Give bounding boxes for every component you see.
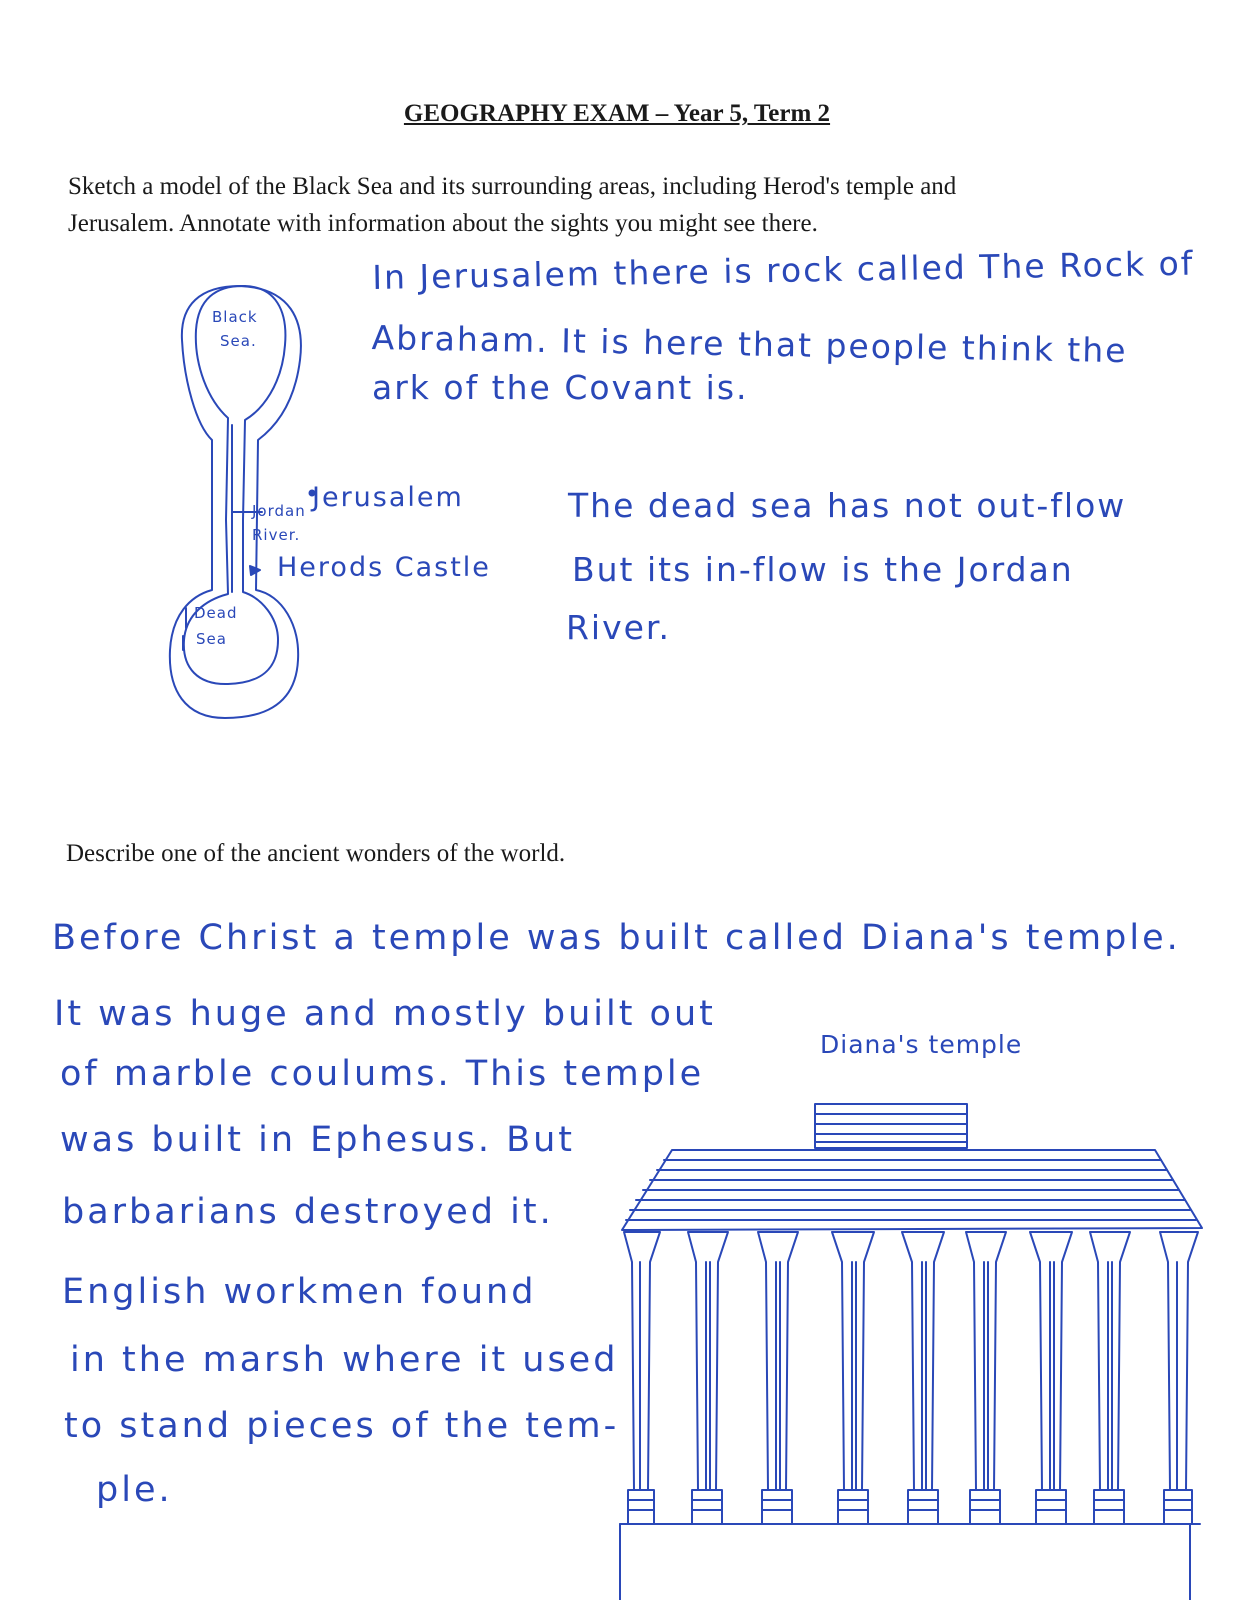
temple-top-block — [815, 1104, 967, 1148]
answer-2-line-9: ple. — [96, 1470, 173, 1510]
question-2-prompt: Describe one of the ancient wonders of the world. — [66, 840, 566, 867]
temple-platform — [620, 1524, 1200, 1600]
question-1-prompt-line-2: Jerusalem. Annotate with information about the sights you might see there. — [68, 210, 818, 237]
answer-2-line-7: in the marsh where it used — [70, 1340, 619, 1380]
answer-b-line-3: River. — [566, 608, 671, 647]
answer-a-line-2: Abraham. It is here that people think the — [371, 318, 1128, 371]
answer-a-line-1: In Jerusalem there is rock called The Rock of — [372, 243, 1195, 297]
label-herods-castle: Herods Castle — [277, 552, 491, 583]
answer-b-line-2: But its in-flow is the Jordan — [572, 550, 1074, 589]
label-jerusalem: Jerusalem — [312, 482, 464, 513]
answer-b-line-1: The dead sea has not out-flow — [568, 486, 1127, 525]
answer-2-line-5: barbarians destroyed it. — [62, 1192, 554, 1232]
answer-2-line-1: Before Christ a temple was built called Diana's temple. — [52, 918, 1181, 958]
label-jordan: Jordan — [252, 502, 306, 520]
answer-2-line-2: It was huge and mostly built out — [54, 994, 716, 1034]
drawing-label: Diana's temple — [820, 1030, 1023, 1059]
answer-2-line-3: of marble coulums. This temple — [60, 1054, 705, 1094]
answer-a-line-3: ark of the Covant is. — [372, 368, 749, 407]
label-dead: Dead — [194, 604, 238, 622]
temple-roof — [622, 1150, 1202, 1230]
question-1-prompt-line-1: Sketch a model of the Black Sea and its surrounding areas, including Herod's temple and — [68, 173, 957, 200]
answer-2-line-4: was built in Ephesus. But — [60, 1120, 576, 1160]
answer-2-line-6: English workmen found — [62, 1272, 537, 1312]
label-sea: Sea. — [220, 332, 257, 350]
answer-2-line-8: to stand pieces of the tem- — [64, 1406, 620, 1446]
temple-column-bases — [628, 1490, 1192, 1524]
temple-columns — [624, 1232, 1198, 1490]
label-dead-sea: Sea — [196, 630, 227, 648]
exam-title: GEOGRAPHY EXAM – Year 5, Term 2 — [403, 100, 831, 127]
label-river: River. — [252, 526, 301, 544]
label-black: Black — [212, 308, 258, 326]
